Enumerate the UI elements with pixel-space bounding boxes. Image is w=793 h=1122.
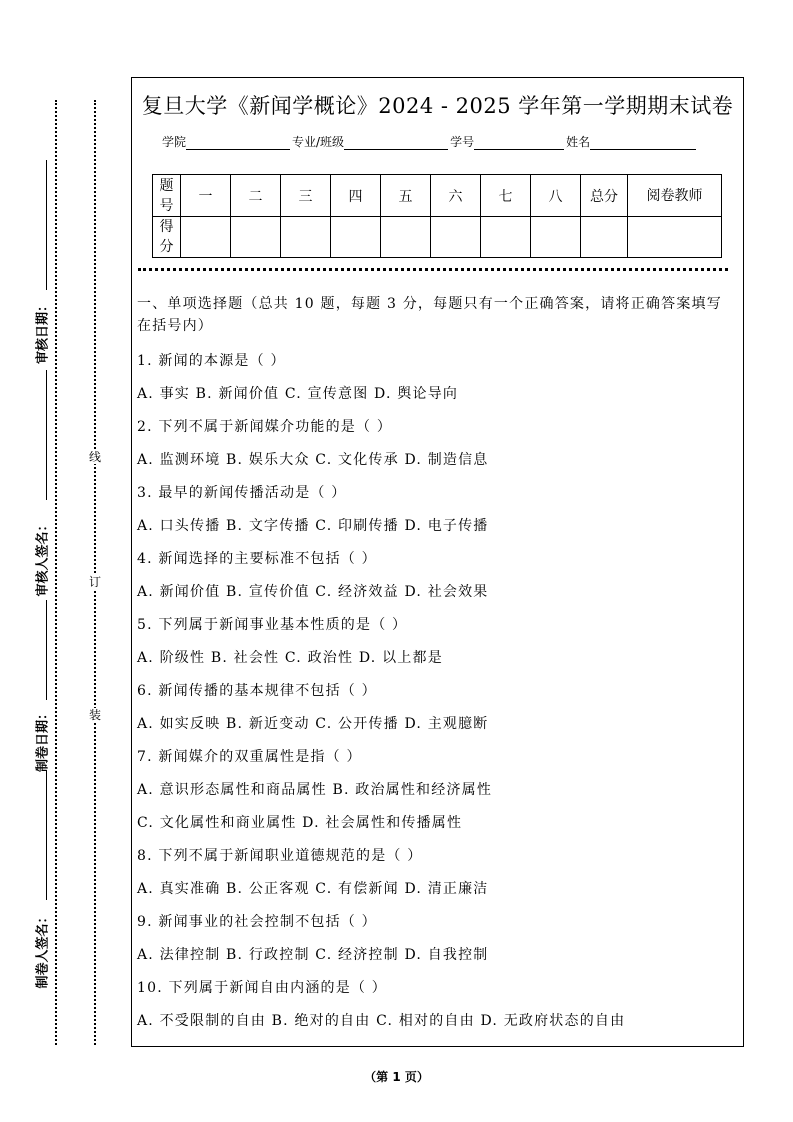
student-id-label: 学号 [450, 135, 475, 149]
column-header: 一 [181, 175, 231, 217]
question-number-header: 题号 [153, 175, 181, 217]
student-info-row [162, 133, 698, 150]
exam-paper-frame [131, 77, 744, 1047]
question-1: 1. 新闻的本源是（ ） [137, 353, 286, 369]
question-8-options: A. 真实准确 B. 公正客观 C. 有偿新闻 D. 清正廉洁 [137, 881, 489, 897]
name-label: 姓名 [566, 135, 591, 149]
college-label: 学院 [162, 135, 187, 149]
question-5-options: A. 阶级性 B. 社会性 C. 政治性 D. 以上都是 [137, 650, 443, 666]
question-9: 9. 新闻事业的社会控制不包括（ ） [137, 914, 377, 930]
question-3: 3. 最早的新闻传播活动是（ ） [137, 485, 347, 501]
total-score-header: 总分 [581, 175, 628, 217]
signature-line-review-date [46, 160, 47, 290]
exam-title: 复旦大学《新闻学概论》2024 - 2025 学年第一学期期末试卷 [141, 94, 734, 118]
question-7: 7. 新闻媒介的双重属性是指（ ） [137, 749, 362, 765]
binding-mark-line: 线 [89, 450, 102, 464]
reviewer-signature-label: 审核人签名： [35, 518, 51, 597]
college-field[interactable] [186, 137, 290, 150]
score-cell[interactable] [531, 217, 581, 258]
major-label: 专业/班级 [292, 135, 345, 149]
question-6-options: A. 如实反映 B. 新近变动 C. 公开传播 D. 主观臆断 [137, 716, 489, 732]
score-cell[interactable] [281, 217, 331, 258]
dotted-line-inner [94, 100, 96, 1045]
score-header: 得分 [153, 217, 181, 258]
score-cell[interactable] [481, 217, 531, 258]
signature-line-maker [46, 770, 47, 900]
score-table-score-row [153, 217, 722, 258]
question-5: 5. 下列属于新闻事业基本性质的是（ ） [137, 617, 408, 633]
score-table-header-row [153, 175, 722, 217]
column-header: 七 [481, 175, 531, 217]
maker-signature-label: 制卷人签名： [35, 910, 51, 989]
question-2-options: A. 监测环境 B. 娱乐大众 C. 文化传承 D. 制造信息 [137, 452, 489, 468]
student-id-field[interactable] [474, 137, 564, 150]
question-3-options: A. 口头传播 B. 文字传播 C. 印刷传播 D. 电子传播 [137, 518, 489, 534]
reviewer-cell[interactable] [628, 217, 722, 258]
signature-line-make-date [46, 600, 47, 700]
question-4-options: A. 新闻价值 B. 宣传价值 C. 经济效益 D. 社会效果 [137, 584, 489, 600]
column-header: 八 [531, 175, 581, 217]
section-heading: 一、单项选择题（总共 10 题，每题 3 分，每题只有一个正确答案，请将正确答案填写在括号内） [137, 296, 722, 334]
question-2: 2. 下列不属于新闻媒介功能的是（ ） [137, 419, 393, 435]
score-cell[interactable] [331, 217, 381, 258]
score-cell[interactable] [431, 217, 481, 258]
total-score-cell[interactable] [581, 217, 628, 258]
question-10: 10. 下列属于新闻自由内涵的是（ ） [137, 980, 387, 996]
binding-mark-order: 订 [89, 575, 102, 589]
question-9-options: A. 法律控制 B. 行政控制 C. 经济控制 D. 自我控制 [137, 947, 489, 963]
column-header: 五 [381, 175, 431, 217]
score-cell[interactable] [181, 217, 231, 258]
page-number: （第 1 页） [364, 1070, 429, 1084]
signature-line-reviewer [46, 370, 47, 500]
question-6: 6. 新闻传播的基本规律不包括（ ） [137, 683, 377, 699]
column-header: 三 [281, 175, 331, 217]
score-cell[interactable] [381, 217, 431, 258]
binding-mark-bind: 装 [89, 708, 102, 722]
question-7-options-cd: C. 文化属性和商业属性 D. 社会属性和传播属性 [137, 815, 463, 831]
question-4: 4. 新闻选择的主要标准不包括（ ） [137, 551, 377, 567]
question-7-options-ab: A. 意识形态属性和商品属性 B. 政治属性和经济属性 [137, 782, 493, 798]
score-table [152, 174, 722, 258]
major-field[interactable] [344, 137, 448, 150]
dotted-separator [138, 268, 728, 271]
question-1-options: A. 事实 B. 新闻价值 C. 宣传意图 D. 舆论导向 [137, 386, 459, 402]
dotted-line-outer [55, 100, 57, 1045]
reviewer-header: 阅卷教师 [628, 175, 722, 217]
review-date-label: 审核日期： [35, 299, 51, 365]
column-header: 二 [231, 175, 281, 217]
make-date-label: 制卷日期： [35, 707, 51, 773]
question-10-options: A. 不受限制的自由 B. 绝对的自由 C. 相对的自由 D. 无政府状态的自由 [137, 1013, 626, 1029]
questions-section [137, 293, 737, 1038]
question-8: 8. 下列不属于新闻职业道德规范的是（ ） [137, 848, 423, 864]
column-header: 六 [431, 175, 481, 217]
name-field[interactable] [590, 137, 696, 150]
column-header: 四 [331, 175, 381, 217]
score-cell[interactable] [231, 217, 281, 258]
